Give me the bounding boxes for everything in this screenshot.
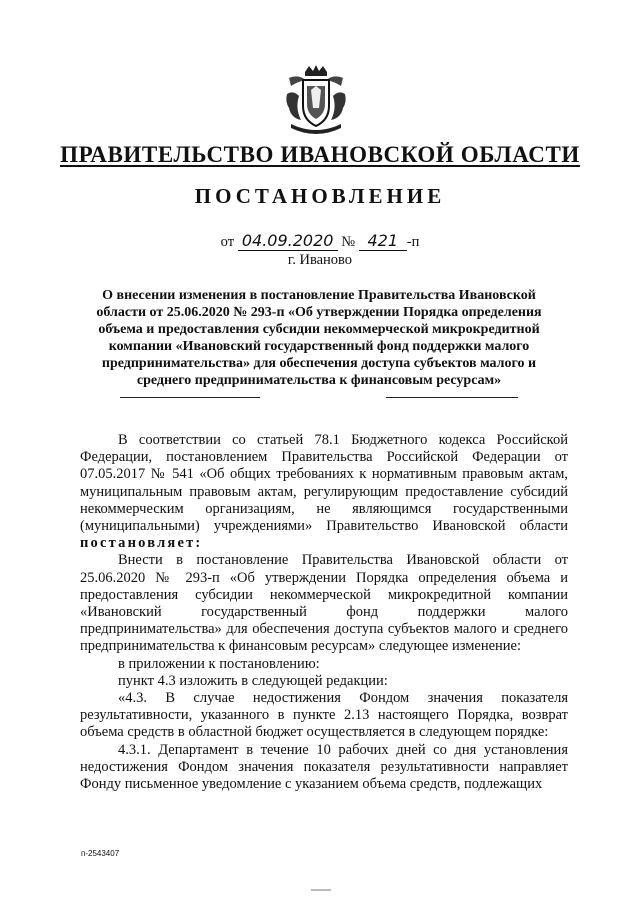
document-subject: О внесении изменения в постановление Правительства Ивановской области от 25.06.2020 № 293-п «Об утверждении Порядка определения объема и предоставления субсидии некоммерческой микрокредитной компании «Ивановский государственный фонд поддержки малого предпринимательства» для обеспечения доступа субъектов малого и среднего предпринимательства к финансовым ресурсам» [96,288,542,388]
document-date: 04.09.2020 [238,232,338,251]
number-sign: № [341,234,356,250]
subject-rule-left [120,397,260,398]
government-title: ПРАВИТЕЛЬСТВО ИВАНОВСКОЙ ОБЛАСТИ [60,142,580,167]
paragraph-4-3-1: 4.3.1. Департамент в течение 10 рабочих дней со дня установления недостижения Фондом значения показателя результативности направляет Фонду письменное уведомление с указанием объема средств, подлежащих [80,741,568,793]
from-label: от [220,234,235,250]
document-code: п-2543407 [81,849,120,858]
subject-rule-right [386,397,518,398]
coat-of-arms-icon [283,64,349,136]
document-number-line [0,232,640,251]
document-type: ПОСТАНОВЛЕНИЕ [194,184,446,208]
document-number: 421 [359,232,407,251]
paragraph-preamble [80,432,568,552]
paragraph-amend: Внести в постановление Правительства Ивановской области от 25.06.2020 № 293-п «Об утверждении Порядка определения объема и предоставления субсидии некоммерческой микрокредитной компании «Ивановский государственный фонд поддержки малого предпринимательства» для обеспечения доступа субъектов малого и среднего предпринимательства к финансовым ресурсам» следующее изменение: [80,552,568,655]
paragraph-clause: пункт 4.3 изложить в следующей редакции: [118,672,388,689]
paragraph-4-3: «4.3. В случае недостижения Фондом значения показателя результативности, указанного в пункте 2.13 настоящего Порядка, возврат объема средств в областной бюджет осуществляется в следующем порядке: [80,690,568,741]
city: г. Иваново [287,252,353,268]
scan-mark [311,889,331,891]
number-suffix: -п [406,234,420,250]
preamble-text: В соответствии со статьей 78.1 Бюджетного кодекса Российской Федерации, постановлением Правительства Российской Федерации от 07.05.2017 № 541 «Об общих требованиях к нормативным правовым актам, муниципальным правовым актам, регулирующим предоставление субсидий некоммерческим организациям, не являющимся государственными (муниципальными) учреждениями» Правительство Ивановской области [80,432,568,535]
paragraph-appendix: в приложении к постановлению: [118,655,320,672]
preamble-resolves: постановляет: [80,535,203,552]
document-body [80,432,568,793]
